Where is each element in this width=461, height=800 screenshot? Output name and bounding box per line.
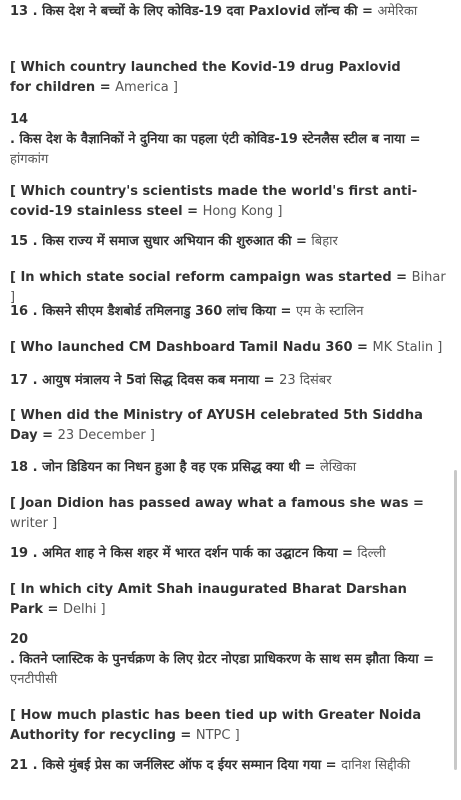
question-19-hindi: 19 . अमित शाह ने किस शहर में भारत दर्शन पार्क का उद्घाटन किया = दिल्ली	[10, 546, 386, 561]
question-18-english: [ Joan Didion has passed away what a famous she was = writer ]	[10, 496, 424, 531]
question-16-english: [ Who launched CM Dashboard Tamil Nadu 360 = MK Stalin ]	[10, 340, 443, 355]
question-15-hindi: 15 . किस राज्य में समाज सुधार अभियान की शुरुआत की = बिहार	[10, 234, 338, 249]
question-16-hindi: 16 . किसने सीएम डैशबोर्ड तमिलनाडु 360 लांच किया = एम के स्टालिन	[10, 304, 364, 319]
question-17-english: [ When did the Ministry of AYUSH celebrated 5th Siddha Day = 23 December ]	[10, 408, 423, 443]
question-14-hindi: 14 . किस देश के वैज्ञानिकों ने दुनिया का पहला एंटी कोविड-19 स्टेनलैस स्टील ब नाया = हांगकांग	[10, 112, 421, 167]
question-17-hindi: 17 . आयुष मंत्रालय ने 5वां सिद्ध दिवस कब मनाया = 23 दिसंबर	[10, 373, 332, 388]
question-20-english: [ How much plastic has been tied up with Greater Noida Authority for recycling = NTPC ]	[10, 708, 422, 743]
scrollbar-thumb[interactable]	[454, 470, 457, 770]
question-21-hindi: 21 . किसे मुंबई प्रेस का जर्नलिस्ट ऑफ द ईयर सम्मान दिया गया = दानिश सिद्दीकी	[10, 758, 411, 773]
question-20-hindi: 20 . कितने प्लास्टिक के पुनर्चक्रण के लिए ग्रेटर नोएडा प्राधिकरण के साथ सम झौता किया = एनटीपीसी	[10, 632, 435, 687]
question-18-hindi: 18 . जोन डिडियन का निधन हुआ है वह एक प्रसिद्ध क्या थी = लेखिका	[10, 460, 357, 475]
question-14-english: [ Which country's scientists made the world's first anti-covid-19 stainless steel = Hong Kong ]	[10, 184, 418, 219]
question-19-english: [ In which city Amit Shah inaugurated Bharat Darshan Park = Delhi ]	[10, 582, 407, 617]
question-13-hindi: 13 . किस देश ने बच्चों के लिए कोविड-19 दवा Paxlovid लॉन्च की = अमेरिका	[10, 4, 418, 19]
question-13-english: [ Which country launched the Kovid-19 drug Paxlovid for children = America ]	[10, 60, 401, 95]
question-15-english: [ In which state social reform campaign was started = Bihar ]	[10, 270, 446, 305]
